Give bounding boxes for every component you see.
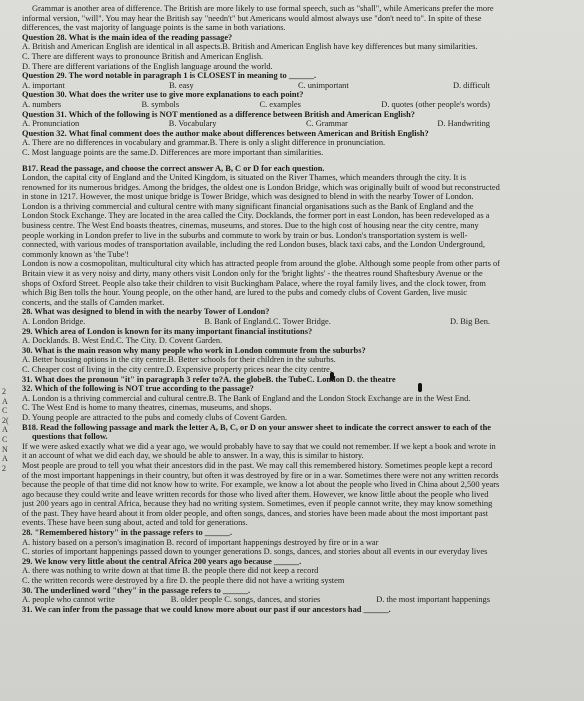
margin-mark: C — [2, 435, 8, 444]
option: B. Vocabulary — [168, 119, 217, 129]
passage-line: in stone in 1217. However, the most unique bridge is Tower Bridge, which was designed to blend in with the nearby Tower of London. — [22, 192, 474, 202]
option: A. There are no differences in vocabulary and grammar.B. There is only a slight difference in pronunciation. — [22, 138, 386, 148]
passage-line: it an account of what we did each day, we should be able to answer. In a way, this is similar to history. — [22, 451, 364, 461]
question-stem: 31. We can infer from the passage that we could know more about our past if our ancestors had ______. — [22, 604, 391, 614]
passage-line: London Stock Exchange. They are located in the area called the City. Docklands, the former port in east London, has been redeveloped as a — [22, 211, 490, 221]
option: D. Handwriting — [437, 119, 490, 129]
option: D. difficult — [452, 80, 490, 90]
option: C. unimportant — [297, 80, 349, 90]
question-stem: 28. "Remembered history" in the passage refers to ______. — [22, 528, 232, 538]
option: A. London Bridge. — [22, 317, 86, 326]
option-row — [22, 595, 570, 605]
passage-line: Grammar is another area of difference. The British are more likely to use formal speech, such as "shall", while Americans prefer the more — [32, 4, 494, 13]
passage-line: of the past. They have heard about it from older people, and often songs, dances, and stories have been made about the most important past — [22, 508, 488, 518]
passage-line: ago because they could write and leave written records for those who lived after them. However, we know little about the people who lived — [22, 489, 489, 499]
option: A. Docklands. B. West End.C. The City. D. Covent Garden. — [22, 336, 223, 346]
option: B. Bank of England.C. Tower Bridge. — [204, 317, 331, 326]
option: A. London is a thriving commercial and cultural centre.B. The Bank of England and the London Stock Exchange are in the West End. — [22, 393, 471, 403]
passage-line: events. These have been sung about, acted and told for generations. — [22, 518, 248, 528]
question-stem: 29. Which area of London is known for its many important financial institutions? — [22, 326, 313, 336]
option: A. history based on a person's imagination B. record of important happenings destroyed by fire or in a war — [22, 537, 379, 547]
passage-line: shops of Oxford Street. People also take their children to visit Buckingham Palace, where the royal family lives, and the clock tower, from — [22, 278, 486, 288]
passage-line: London, the capital city of England and the United Kingdom, is situated on the River Thames, which meanders through the city. It is — [22, 173, 467, 183]
option: C. There are different ways to pronounce British and American English. — [22, 51, 264, 61]
option: D. There are different variations of the English language around the world. — [22, 61, 273, 71]
margin-mark: 2 — [2, 387, 6, 396]
section-heading: B17. Read the passage, and choose the correct answer A, B, C or D for each question. — [22, 163, 325, 173]
passage-line: Britain view it as very noisy and dirty, many others visit London only for the 'bright lights' - the theatres round Shaftesbury Avenue or the — [22, 269, 483, 279]
option: C. examples — [259, 99, 301, 109]
margin-mark: A — [2, 454, 8, 463]
option: A. Pronunciation — [22, 119, 80, 129]
passage-line: commonly known as 'the Tube'! — [22, 249, 129, 259]
margin-mark: A — [2, 425, 8, 434]
passage-line: connected, with various modes of transportation available, including the red London buses, black taxi cabs, and the London Underground, — [22, 240, 485, 250]
option: B. symbols — [141, 99, 180, 109]
passage-line: business centre. The West End boasts theatres, cinemas, museums, and stores. Due to the high cost of housing near the city centre, many — [22, 221, 479, 231]
passage-line: just 200 years ago in central Africa, because they had no writing system. Sometimes, even if people cannot write, they may know something — [22, 499, 493, 509]
option: D. Young people are attracted to the pubs and comedy clubs of Covent Garden. — [22, 412, 288, 422]
question-stem: Question 30. What does the writer use to give more explanations to each point? — [22, 90, 304, 100]
passage-line: If we were asked exactly what we did a year ago, we would probably have to say that we could not remember. If we kept a book and wrote in — [22, 441, 496, 451]
option: C. The West End is home to many theatres, cinemas, museums, and shops. — [22, 403, 272, 413]
option-row — [22, 317, 570, 327]
question-stem: Question 28. What is the main idea of the reading passage? — [22, 32, 233, 42]
question-stem: 31. What does the pronoun "it" in paragraph 3 refer to?A. the globeB. the TubeC. London D. the theatre — [22, 374, 396, 384]
option-row — [22, 100, 570, 110]
option: B. older people C. songs, dances, and stories — [170, 595, 321, 605]
margin-mark: 2( — [2, 416, 9, 425]
option: D. the most important happenings — [376, 595, 490, 605]
margin-mark: C — [2, 406, 8, 415]
option: A. important — [22, 80, 65, 90]
option-row — [22, 119, 570, 129]
option: C. the written records were destroyed by a fire D. the people there did not have a writing system — [22, 576, 345, 586]
question-stem: 32. Which of the following is NOT true according to the passage? — [22, 384, 254, 394]
passage-line: London is a thriving commercial and cultural centre with many significant financial organisations such as the Bank of England and the — [22, 201, 474, 211]
question-stem: 30. The underlined word "they" in the passage refers to ______. — [22, 585, 251, 595]
question-stem: 28. What was designed to blend in with the nearby Tower of London? — [22, 307, 270, 317]
passage-line: informal version, "will". You may hear the British say "needn't" but Americans would almost always use "don't need to". In spite of these — [22, 13, 482, 23]
margin-mark: N — [2, 445, 8, 454]
option: D. Big Ben. — [449, 317, 490, 326]
option: A. British and American English are identical in all aspects.B. British and American English have key differences but many similarities. — [22, 42, 478, 52]
option: A. numbers — [22, 99, 62, 109]
passage-line: because the people of that time did not know how to write. For example, we know a lot about the people who lived in China about 2,500 years — [22, 480, 500, 490]
option: A. Better housing options in the city centre.B. Better schools for their children in the suburbs. — [22, 355, 336, 365]
margin-mark: A — [2, 397, 8, 406]
passage-line: renowned for its numerous bridges. Among the bridges, the oldest one is London Bridge, which was originally built of wood but reconstructed — [22, 182, 500, 192]
question-stem: 30. What is the main reason why many people who work in London commute from the suburbs? — [22, 345, 366, 355]
passage-line: of the most important happenings in their country, but often it was destroyed by fire or in a war. Sometimes there were not any written records — [22, 470, 499, 480]
option: A. people who cannot write — [22, 595, 115, 605]
passage-line: London is now a cosmopolitan, multicultural city which has attracted people from around the globe. Although some people from other parts of — [22, 259, 500, 269]
passage-line: differences, the vast majority of language points is the same in both variations. — [22, 23, 286, 33]
option: C. Cheaper cost of living in the city centre.D. Expensive property prices near the city centre. — [22, 364, 332, 374]
option-row — [22, 81, 570, 91]
option: C. Most language points are the same.D. Differences are more important than similarities. — [22, 147, 324, 157]
question-stem: Question 31. Which of the following is NOT mentioned as a difference between British and American English? — [22, 109, 415, 119]
document-body — [22, 4, 570, 614]
section-heading: questions that follow. — [32, 432, 108, 442]
question-stem: Question 29. The word notable in paragraph 1 is CLOSEST in meaning to ______. — [22, 71, 317, 81]
option: D. quotes (other people's words) — [381, 99, 490, 109]
option: C. stories of important happenings passed down to younger generations D. songs, dances, and stories about all events in our everyday lives — [22, 547, 488, 557]
passage-line: concerts, and the stalls of Camden market. — [22, 297, 165, 307]
option: A. there was nothing to write down at that time B. the people there did not keep a record — [22, 566, 319, 576]
passage-line: Most people are proud to tell you what their ancestors did in the past. We may call this remembered history. Sometimes people kept a record — [22, 460, 493, 470]
passage-line: people working in London prefer to live in the suburbs and commute to work by train or bus. London's transportation system is well- — [22, 230, 468, 240]
option: C. Grammar — [305, 119, 348, 129]
passage-line: which Big Ben tolls the hour. Young people, on the other hand, are lured to the pubs and comedy clubs of Covent Garden, live music — [22, 288, 467, 298]
section-heading: B18. Read the following passage and mark the letter A, B, C, or D on your answer sheet to indicate the correct answer to each of the — [22, 422, 491, 432]
margin-mark: 2 — [2, 464, 6, 473]
question-stem: Question 32. What final comment does the author make about differences between American and British English? — [22, 128, 429, 138]
option: B. easy — [169, 80, 194, 90]
question-stem: 29. We know very little about the central Africa 200 years ago because ______. — [22, 556, 302, 566]
